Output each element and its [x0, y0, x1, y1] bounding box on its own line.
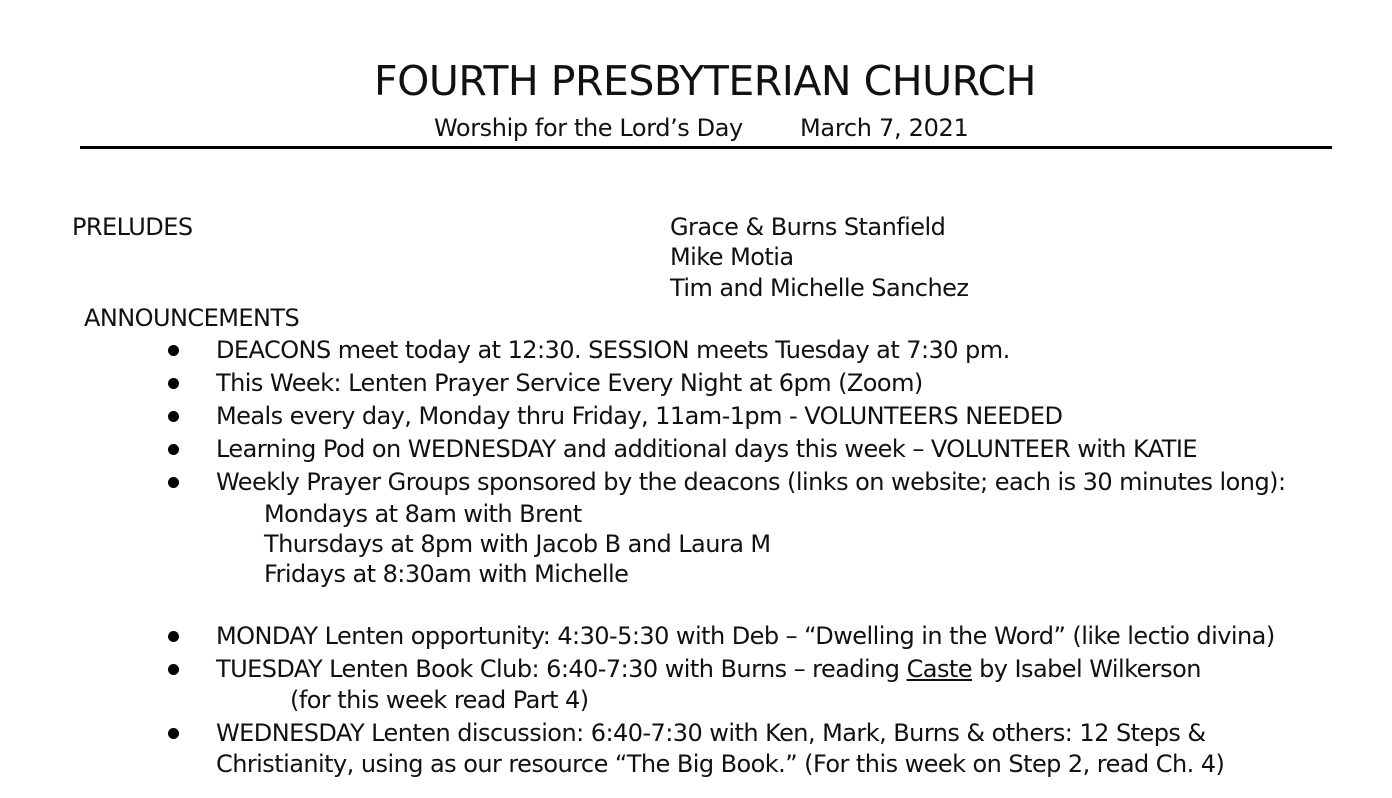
- bullet-icon: [168, 728, 179, 739]
- announcements-label: ANNOUNCEMENTS: [84, 304, 300, 332]
- bullet-icon: [168, 345, 179, 356]
- book-club-author: by Isabel Wilkerson: [971, 655, 1201, 683]
- prelude-performer: Mike Motia: [670, 243, 794, 271]
- bullet-icon: [168, 664, 179, 675]
- prelude-performer: Tim and Michelle Sanchez: [670, 274, 969, 302]
- book-club-text: TUESDAY Lenten Book Club: 6:40-7:30 with Burns – reading: [216, 655, 907, 683]
- announcement-item: DEACONS meet today at 12:30. SESSION meets Tuesday at 7:30 pm.: [216, 336, 1010, 364]
- bullet-icon: [168, 477, 179, 488]
- service-date: March 7, 2021: [800, 114, 969, 142]
- bullet-icon: [168, 378, 179, 389]
- announcement-item: [216, 654, 1201, 684]
- preludes-label: PRELUDES: [72, 213, 193, 241]
- bullet-icon: [168, 444, 179, 455]
- worship-title: Worship for the Lord’s Day: [434, 114, 743, 142]
- bullet-icon: [168, 631, 179, 642]
- prelude-performer: Grace & Burns Stanfield: [670, 213, 946, 241]
- announcement-item: Meals every day, Monday thru Friday, 11am-1pm - VOLUNTEERS NEEDED: [216, 402, 1063, 430]
- prayer-group-item: Thursdays at 8pm with Jacob B and Laura M: [264, 530, 771, 558]
- book-title: Caste: [906, 655, 972, 683]
- book-club-note: (for this week read Part 4): [290, 686, 589, 714]
- announcement-item: Weekly Prayer Groups sponsored by the deacons (links on website; each is 30 minutes long):: [216, 468, 1286, 496]
- prayer-group-item: Mondays at 8am with Brent: [264, 500, 582, 528]
- announcement-item: MONDAY Lenten opportunity: 4:30-5:30 with Deb – “Dwelling in the Word” (like lectio divina): [216, 622, 1275, 650]
- bullet-icon: [168, 411, 179, 422]
- prayer-group-item: Fridays at 8:30am with Michelle: [264, 560, 629, 588]
- announcement-item: WEDNESDAY Lenten discussion: 6:40-7:30 with Ken, Mark, Burns & others: 12 Steps &: [216, 719, 1206, 747]
- announcement-item-continued: Christianity, using as our resource “The Big Book.” (For this week on Step 2, read Ch. 4): [216, 750, 1225, 778]
- header-rule: [80, 146, 1332, 149]
- church-name: FOURTH PRESBYTERIAN CHURCH: [374, 57, 1036, 105]
- announcement-item: This Week: Lenten Prayer Service Every Night at 6pm (Zoom): [216, 369, 923, 397]
- announcement-item: Learning Pod on WEDNESDAY and additional days this week – VOLUNTEER with KATIE: [216, 435, 1198, 463]
